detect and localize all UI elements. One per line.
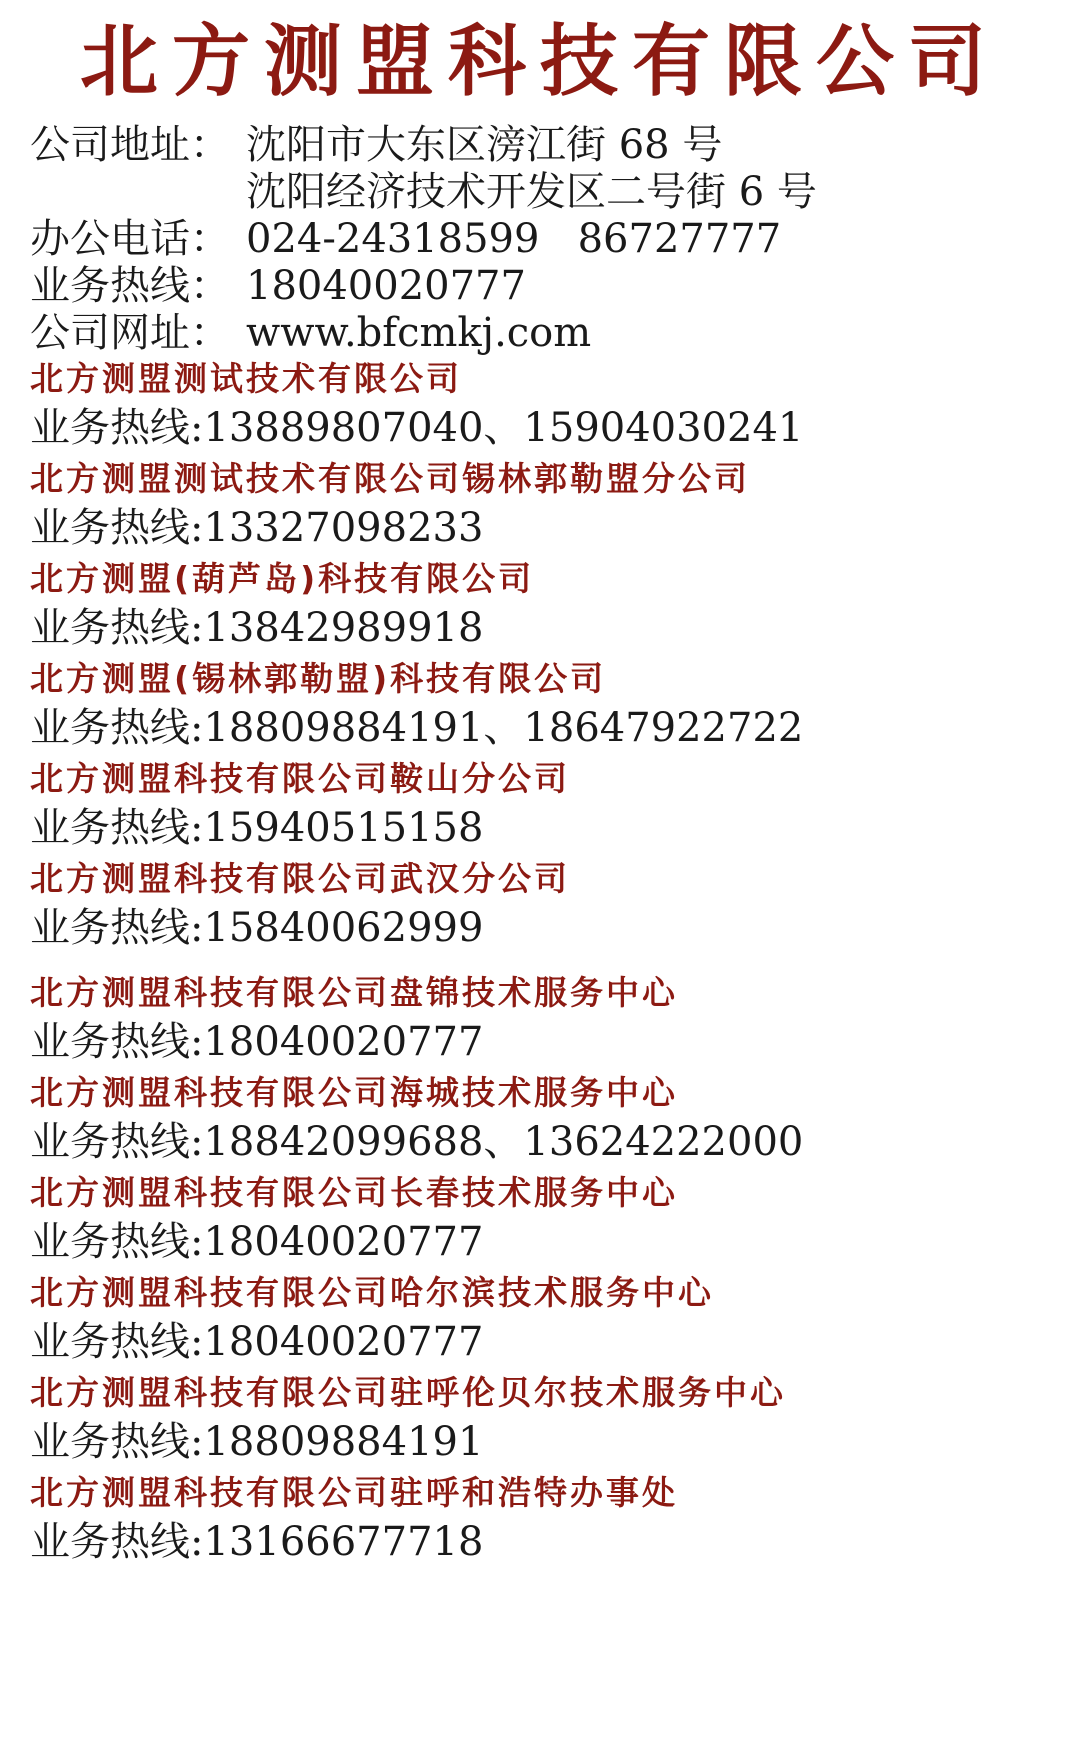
- company-title: 北方测盟科技有限公司: [79, 17, 1000, 107]
- branch-hotline: 业务热线:13842989918: [30, 605, 484, 651]
- branch-hotline: 业务热线:18040020777: [30, 1219, 484, 1265]
- branch-name: 北方测盟(葫芦岛)科技有限公司: [30, 559, 535, 598]
- website-row: [30, 310, 817, 357]
- address-row-2: [30, 169, 817, 216]
- branch-entry: [30, 1170, 678, 1268]
- branch-entry: [30, 1370, 786, 1468]
- branch-name: 北方测盟科技有限公司武汉分公司: [30, 859, 570, 898]
- branch-hotline: 业务热线:18040020777: [30, 1019, 484, 1065]
- branch-name: 北方测盟测试技术有限公司锡林郭勒盟分公司: [30, 459, 750, 498]
- hotline-label: 业务热线：: [30, 263, 230, 309]
- branch-entry: [30, 456, 750, 554]
- branch-name: 北方测盟测试技术有限公司: [30, 359, 462, 398]
- address-line-1: 沈阳市大东区滂江街 68 号: [246, 122, 723, 168]
- address-label: 公司地址：: [30, 122, 230, 168]
- branch-name: 北方测盟科技有限公司长春技术服务中心: [30, 1173, 678, 1212]
- branch-name: 北方测盟科技有限公司驻呼和浩特办事处: [30, 1473, 678, 1512]
- website-label: 公司网址：: [30, 310, 230, 356]
- branch-hotline: 业务热线:13166677718: [30, 1519, 484, 1565]
- company-info: [30, 122, 817, 357]
- branch-entry: [30, 356, 803, 454]
- branch-hotline: 业务热线:13889807040、15904030241: [30, 405, 804, 451]
- branch-name: 北方测盟科技有限公司哈尔滨技术服务中心: [30, 1273, 714, 1312]
- branch-entry: [30, 656, 803, 754]
- branch-hotline: 业务热线:15840062999: [30, 905, 484, 951]
- branch-entry: [30, 756, 570, 854]
- branch-name: 北方测盟科技有限公司盘锦技术服务中心: [30, 973, 678, 1012]
- branch-entry: [30, 1470, 678, 1568]
- branch-entry: [30, 556, 534, 654]
- branch-name: 北方测盟科技有限公司驻呼伦贝尔技术服务中心: [30, 1373, 786, 1412]
- address-line-2: 沈阳经济技术开发区二号街 6 号: [246, 169, 817, 215]
- branch-name: 北方测盟(锡林郭勒盟)科技有限公司: [30, 659, 607, 698]
- branch-hotline: 业务热线:18040020777: [30, 1319, 484, 1365]
- hotline-value: 18040020777: [246, 263, 526, 309]
- branch-entry: [30, 1270, 714, 1368]
- branch-name: 北方测盟科技有限公司海城技术服务中心: [30, 1073, 678, 1112]
- branch-hotline: 业务热线:18809884191、18647922722: [30, 705, 804, 751]
- branch-entry: [30, 1070, 803, 1168]
- hotline-row: [30, 263, 817, 310]
- branch-name: 北方测盟科技有限公司鞍山分公司: [30, 759, 570, 798]
- address-row: [30, 122, 817, 169]
- branch-hotline: 业务热线:18809884191: [30, 1419, 484, 1465]
- branch-hotline: 业务热线:13327098233: [30, 505, 484, 551]
- branch-entry: [30, 856, 570, 954]
- phone-label: 办公电话：: [30, 216, 230, 262]
- phone-row: [30, 216, 817, 263]
- branch-hotline: 业务热线:15940515158: [30, 805, 484, 851]
- branch-hotline: 业务热线:18842099688、13624222000: [30, 1119, 804, 1165]
- website-link[interactable]: www.bfcmkj.com: [246, 310, 592, 356]
- phone-value: 024-24318599 86727777: [246, 216, 782, 262]
- branch-entry: [30, 970, 678, 1068]
